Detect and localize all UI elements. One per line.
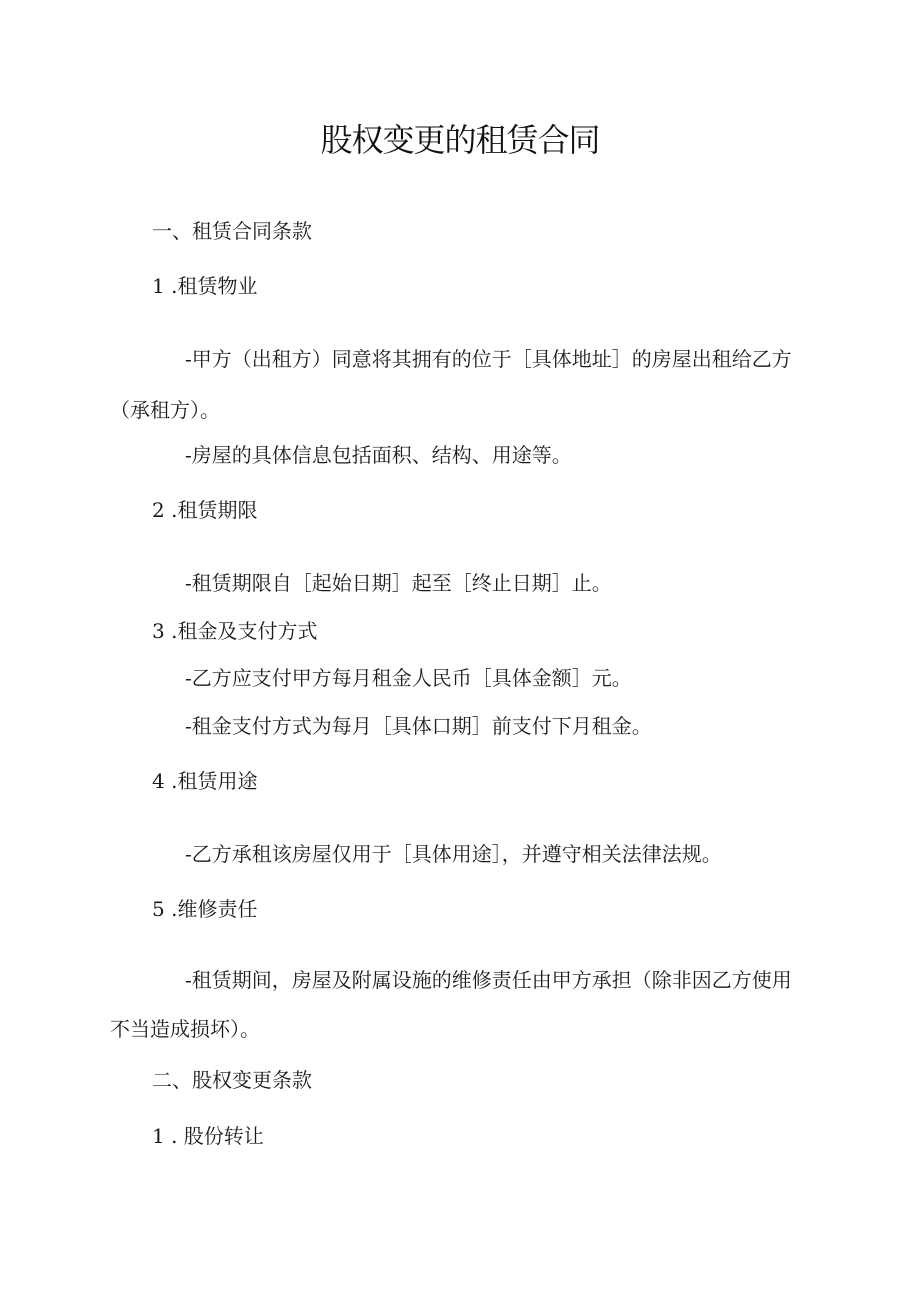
clause-heading-repair: 5 .维修责任 — [152, 897, 258, 921]
clause-text-rent-2: -租金支付方式为每月［具体口期］前支付下月租金。 — [185, 714, 652, 738]
clause-text-property-2: -房屋的具体信息包括面积、结构、用途等。 — [185, 443, 572, 467]
clause-text-use: -乙方承租该房屋仅用于［具体用途］，并遵守相关法律法规。 — [185, 842, 722, 866]
clause-text-repair-cont: 不当造成损坏）。 — [110, 1017, 260, 1041]
clause-heading-term: 2 .租赁期限 — [152, 498, 258, 522]
clause-heading-rent: 3 .租金及支付方式 — [152, 619, 318, 643]
clause-text-repair: -租赁期间，房屋及附属设施的维修责任由甲方承担（除非因乙方使用 — [185, 968, 792, 992]
section-heading-lease-terms: 一、租赁合同条款 — [152, 219, 312, 243]
document-title: 股权变更的租赁合同 — [320, 121, 600, 159]
clause-heading-share-transfer: 1 . 股份转让 — [152, 1124, 264, 1148]
clause-text-term: -租赁期限自［起始日期］起至［终止日期］止。 — [185, 571, 612, 595]
clause-heading-property: 1 .租赁物业 — [152, 274, 258, 298]
section-heading-equity-change: 二、股权变更条款 — [152, 1068, 312, 1092]
clause-text-property-1-cont: （承租方）。 — [110, 398, 220, 422]
clause-text-rent-1: -乙方应支付甲方每月租金人民币［具体金额］元。 — [185, 666, 632, 690]
clause-text-property-1: -甲方（出租方）同意将其拥有的位于［具体地址］的房屋出租给乙方 — [185, 347, 792, 371]
clause-heading-use: 4 .租赁用途 — [152, 769, 258, 793]
